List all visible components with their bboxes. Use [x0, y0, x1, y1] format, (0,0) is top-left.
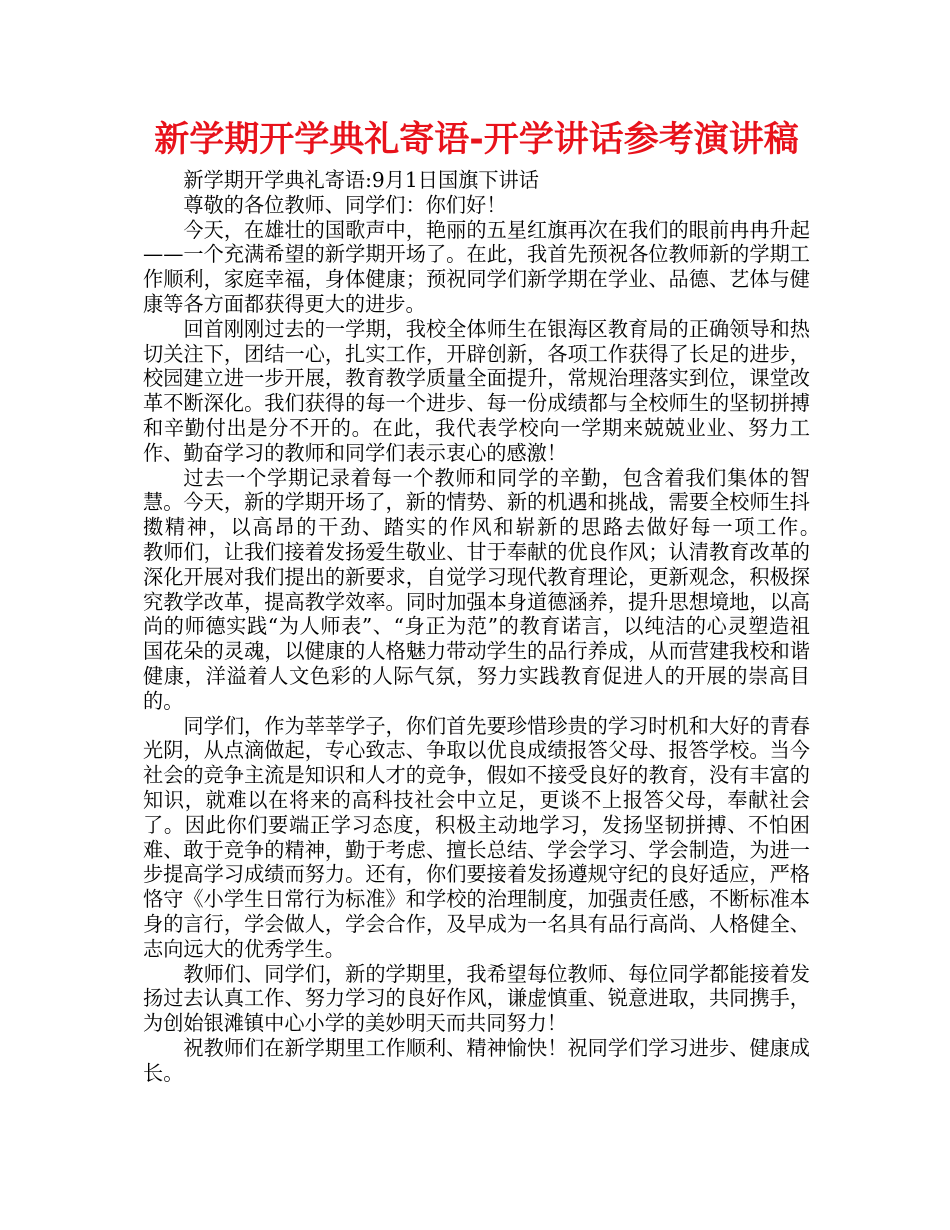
body-paragraph: 回首刚刚过去的一学期，我校全体师生在银海区教育局的正确领导和热切关注下，团结一心，扎实工作，开辟创新，各项工作获得了长足的进步，校园建立进一步开展，教育教学质量全面提升，常规治理落实到位，课堂改革不断深化。我们获得的每一个进步、每一份成绩都与全校师生的坚韧拼搏和辛勤付出是分不开的。在此，我代表学校向一学期来兢兢业业、努力工作、勤奋学习的教师和同学们表示衷心的感激！ — [143, 316, 810, 465]
body-paragraph: 今天，在雄壮的国歌声中，艳丽的五星红旗再次在我们的眼前冉冉升起——一个充满希望的新学期开场了。在此，我首先预祝各位教师新的学期工作顺利，家庭幸福，身体健康；预祝同学们新学期在学业、品德、艺体与健康等各方面都获得更大的进步。 — [143, 217, 810, 316]
subtitle-paragraph: 新学期开学典礼寄语:9月1日国旗下讲话 — [183, 168, 539, 192]
closing-paragraph: 祝教师们在新学期里工作顺利、精神愉快！祝同学们学习进步、健康成长。 — [143, 1035, 810, 1085]
document-page — [143, 118, 851, 1085]
body-paragraph: 同学们，作为莘莘学子，你们首先要珍惜珍贵的学习时机和大好的青春光阴，从点滴做起，专心致志、争取以优良成绩报答父母、报答学校。当今社会的竞争主流是知识和人才的竞争，假如不接受良好的教育，没有丰富的知识，就难以在将来的高科技社会中立足，更谈不上报答父母，奉献社会了。因此你们要端正学习态度，积极主动地学习，发扬坚韧拼搏、不怕困难、敢于竞争的精神，勤于考虑、擅长总结、学会学习、学会制造，为进一步提高学习成绩而努力。还有，你们要接着发扬遵规守纪的良好适应，严格恪守《小学生日常行为标准》和学校的治理制度，加强责任感，不断标准本身的言行，学会做人，学会合作，及早成为一名具有品行高尚、人格健全、志向远大的优秀学生。 — [143, 713, 810, 961]
salutation-paragraph: 尊敬的各位教师、同学们：你们好！ — [183, 192, 507, 217]
body-paragraph: 过去一个学期记录着每一个教师和同学的辛勤，包含着我们集体的智慧。今天，新的学期开场了，新的情势、新的机遇和挑战，需要全校师生抖擞精神，以高昂的干劲、踏实的作风和崭新的思路去做好每一项工作。 教师们，让我们接着发扬爱生敬业、甘于奉献的优良作风；认清教育改革的深化开展对我们提出的新要求，自觉学习现代教育理论，更新观念，积极探究教学改革，提高教学效率。同时加强本身道德涵养，提升思想境地，以高尚的师德实践“为人师表”、“身正为范”的教育诺言，以纯洁的心灵塑造祖国花朵的灵魂，以健康的人格魅力带动学生的品行养成，从而营建我校和谐健康，洋溢着人文色彩的人际气氛，努力实践教育促进人的开展的崇高目的。 — [143, 465, 851, 713]
document-title: 新学期开学典礼寄语-开学讲话参考演讲稿 — [154, 120, 799, 160]
body-paragraph: 教师们、同学们，新的学期里，我希望每位教师、每位同学都能接着发扬过去认真工作、努力学习的良好作风，谦虚慎重、锐意进取，共同携手，为创始银滩镇中心小学的美妙明天而共同努力！ — [143, 961, 810, 1036]
